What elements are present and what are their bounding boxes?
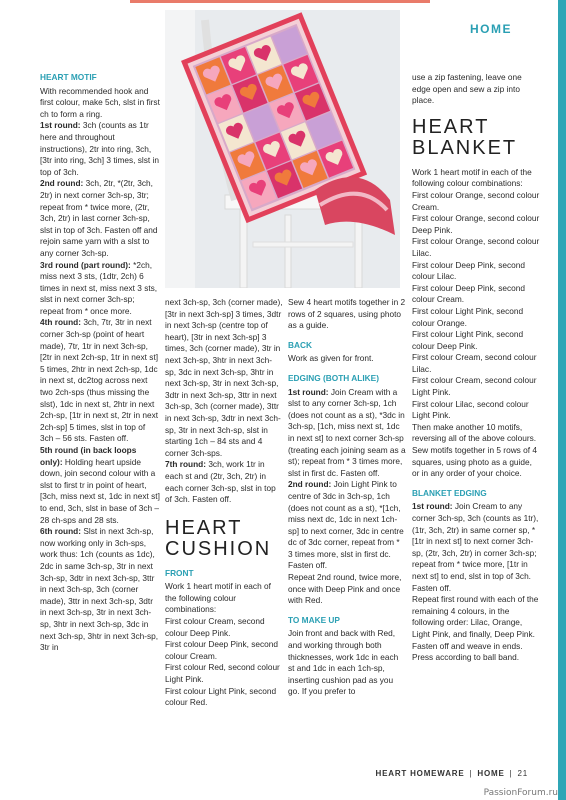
footer-section2: HOME bbox=[477, 769, 505, 778]
instruction-paragraph: First colour Orange, second colour Cream. bbox=[412, 189, 540, 212]
back-text: Work as given for front. bbox=[288, 353, 374, 364]
column-two bbox=[165, 297, 283, 709]
round-instruction: 2nd round: Join Light Pink to centre of 3dc in 3ch-sp, 1ch (does not count as a st), *[1ch, miss next dc, 1dc in next 1ch-sp] to next corner, 3dc in centre dc of 3dc corner, repeat from * 3 times more, slst in first dc. Fasten off. bbox=[288, 479, 404, 571]
blanket-edging-body bbox=[412, 501, 540, 663]
heart-motif-body bbox=[40, 86, 160, 654]
footer-divider: | bbox=[509, 769, 513, 778]
footer-divider: | bbox=[469, 769, 473, 778]
instruction-paragraph: First colour Light Pink, second colour Orange. bbox=[412, 305, 524, 328]
round-instruction: 5th round (in back loops only): Holding heart upside down, join second colour with a slst to first tr in point of heart, [3ch, miss next st, 1dc in next st] to end, 3ch, slst in base of 3ch – 28 ch-sps and 28 sts. bbox=[40, 445, 160, 525]
instruction-paragraph: Then make another 10 motifs, reversing all of the above colours. Sew motifs together in 5 rows of 4 squares, using photo as a guide, or in any order of your choice. bbox=[412, 421, 537, 479]
footer-section: HEART HOMEWARE bbox=[375, 769, 465, 778]
round-instruction: 2nd round: 3ch, 2tr, *(2tr, 3ch, 2tr) in next corner 3ch-sp, 3tr; repeat from * twice more, (2tr, 3ch, 2tr) in last corner 3ch-sp, slst in top of 3ch. Fasten off and rejoin same yarn with a slst to any corner 3ch-sp. bbox=[40, 178, 158, 258]
round-instruction: 7th round: 3ch, work 1tr in each st and (2tr, 3ch, 2tr) in each corner 3ch-sp, slst in top of 3ch. Fasten off. bbox=[165, 459, 276, 505]
round-label: 6th round: bbox=[40, 526, 82, 537]
round-label: 1st round: bbox=[412, 501, 453, 512]
cushion-intro: Sew 4 heart motifs together in 2 rows of 2 squares, using photo as a guide. bbox=[288, 297, 406, 331]
instruction-paragraph: First colour Cream, second colour Deep Pink. bbox=[165, 616, 265, 638]
page-number: 21 bbox=[517, 769, 528, 778]
round-label: 5th round (in back loops only): bbox=[40, 445, 137, 467]
back-heading: BACK bbox=[288, 339, 312, 350]
round-instruction: 1st round: Join Cream to any corner 3ch-sp, 3ch (counts as 1tr), (1tr, 3ch, 2tr) in same corner sp, *[1tr in next st] to next corner 3ch-sp, (2tr, 3ch, 2tr) in corner 3ch-sp; repeat from * twice more, [1tr in next st] to end, slst in top of 3ch. Fasten off. bbox=[412, 501, 539, 593]
round-label: 3rd round (part round): bbox=[40, 259, 131, 270]
instruction-paragraph: With recommended hook and first colour, make 5ch, slst in first ch to form a ring. bbox=[40, 85, 160, 119]
blanket-photo bbox=[165, 10, 400, 288]
column-four bbox=[412, 72, 540, 664]
edging-heading: EDGING (BOTH ALIKE) bbox=[288, 372, 379, 383]
heart-motif-heading: HEART MOTIF bbox=[40, 72, 97, 82]
instruction-paragraph: First colour Orange, second colour Lilac. bbox=[412, 236, 540, 258]
instruction-paragraph: Repeat first round with each of the remaining 4 colours, in the following order: Lilac, Orange, Light Pink, and finally, Deep Pink. bbox=[412, 594, 539, 639]
instruction-paragraph: First colour Orange, second colour Deep Pink. bbox=[412, 213, 540, 235]
page-footer bbox=[376, 769, 528, 778]
front-heading: FRONT bbox=[165, 567, 194, 578]
watermark: PassionForum.ru bbox=[483, 788, 558, 798]
instruction-paragraph: First colour Red, second colour Light Pink. bbox=[165, 662, 280, 685]
motif-continued-body bbox=[165, 297, 283, 506]
blanket-body bbox=[412, 167, 540, 480]
instruction-paragraph: First colour Cream, second colour Light Pink. bbox=[412, 375, 537, 398]
zip-continued-text: use a zip fastening, leave one edge open and sew a zip into place. bbox=[412, 72, 522, 106]
instruction-paragraph: First colour Light Pink, second colour Red. bbox=[165, 685, 277, 708]
make-up-heading: TO MAKE UP bbox=[288, 614, 340, 625]
instruction-paragraph: next 3ch-sp, 3ch (corner made), [3tr in next 3ch-sp] 3 times, 3dtr in next 3ch-sp (centre top of heart), [3tr in next 3ch-sp] 3 times, 3ch (corner made), 3tr in next 3ch-sp, 3htr in next 3ch-sp, 3dc in next 3ch-sp, 3htr in next 3ch-sp, 3tr in next 3ch-sp, 3dtr in next 3ch-sp, 3ttr in next 3ch-sp, 3ch (corner made), 3ttr in next 3ch-sp, 3dtr in next 3ch-sp, 3tr in next 3ch-sp, slst in starting 1ch – 84 sts and 4 corner 3ch-sps. bbox=[165, 297, 283, 458]
blanket-edging-heading: BLANKET EDGING bbox=[412, 487, 487, 498]
round-label: 7th round: bbox=[165, 459, 207, 470]
make-up-text: Join front and back with Red, and working through both thicknesses, work 1dc in each st and 1dc in each 1ch-sp, inserting cushion pad as you go. If you prefer to bbox=[288, 628, 399, 697]
round-label: 2nd round: bbox=[288, 479, 332, 490]
round-label: 1st round: bbox=[288, 386, 329, 397]
round-label: 4th round: bbox=[40, 317, 82, 328]
front-body bbox=[165, 581, 283, 709]
instruction-paragraph: First colour Deep Pink, second colour Cream. bbox=[165, 639, 278, 661]
round-instruction: 1st round: 3ch (counts as 1tr here and throughout instructions), 2tr into ring, 3ch, [3tr into ring, 3ch] 3 times, slst in top of 3ch. bbox=[40, 120, 159, 177]
round-label: 2nd round: bbox=[40, 178, 84, 189]
round-instruction: 4th round: 3ch, 7tr, 3tr in next corner 3ch-sp (point of heart made), 7tr, 1tr in next 3ch-sp, [2tr in next 2ch-sp, 1tr in next st] 5 times, 2htr in next 2ch-sp, 1dc in next st, dc2tog across next two 2ch-sps (thus missing the slst), 1dc in next st, 2htr in next 2ch-sp, [1tr in next st, 2tr in next 2ch-sp] 5 times, slst in top of 3ch – 56 sts. Fasten off. bbox=[40, 317, 159, 444]
instruction-paragraph: Fasten off and weave in ends. Press according to ball band. bbox=[412, 640, 523, 663]
instruction-paragraph: Work 1 heart motif in each of the following colour combinations: bbox=[165, 581, 271, 615]
instruction-paragraph: First colour Deep Pink, second colour Cream. bbox=[412, 282, 525, 305]
instruction-paragraph: First colour Deep Pink, second colour Lilac. bbox=[412, 259, 525, 282]
round-instruction: 6th round: Slst in next 3ch-sp, now working only in 3ch-sps, work thus: 1ch (counts as 1dc), 2dc in same 3ch-sp, 3tr in next 3ch-sp, 3dtr in next 3ch-sp, 3ttr in next 3ch-sp, 3ch (corner made), 3ttr in next 3ch-sp, 3dtr in next 3ch-sp, 3tr in next 3ch-sp, 3htr in next 3ch-sp, 3dc in next 3ch-sp, 3htr in next 3ch-sp, 3tr in bbox=[40, 526, 159, 653]
instruction-paragraph: First colour Light Pink, second colour Deep Pink. bbox=[412, 329, 524, 351]
round-instruction: 3rd round (part round): *2ch, miss next 3 sts, (1dtr, 2ch) 6 times in next st, miss next 3 sts, slst in next corner 3ch-sp; repeat from * once more. bbox=[40, 259, 158, 316]
instruction-paragraph: Repeat 2nd round, twice more, once with Deep Pink and once with Red. bbox=[288, 572, 402, 606]
blanket-on-chair-image bbox=[165, 10, 400, 288]
instruction-paragraph: Work 1 heart motif in each of the following colour combinations: bbox=[412, 166, 532, 189]
heart-blanket-title: HEART BLANKET bbox=[412, 115, 518, 159]
round-label: 1st round: bbox=[40, 120, 81, 131]
instruction-paragraph: First colour Lilac, second colour Light Pink. bbox=[412, 398, 529, 421]
edging-body bbox=[288, 387, 406, 607]
instruction-paragraph: First colour Cream, second colour Lilac. bbox=[412, 352, 537, 374]
side-color-strip bbox=[558, 0, 566, 800]
top-decor-bar bbox=[130, 0, 566, 10]
column-three bbox=[288, 297, 406, 698]
round-instruction: 1st round: Join Cream with a slst to any corner 3ch-sp, 1ch (does not count as a st), *3dc in 3ch-sp, [1ch, miss next st, 1dc in next st] to next corner 3ch-sp (treating each joining seam as a st); repeat from * 3 times more, slst in first dc. Fasten off. bbox=[288, 386, 406, 478]
heart-cushion-title: HEART CUSHION bbox=[165, 516, 272, 560]
section-tag: HOME bbox=[470, 22, 512, 36]
column-heart-motif bbox=[40, 72, 160, 654]
